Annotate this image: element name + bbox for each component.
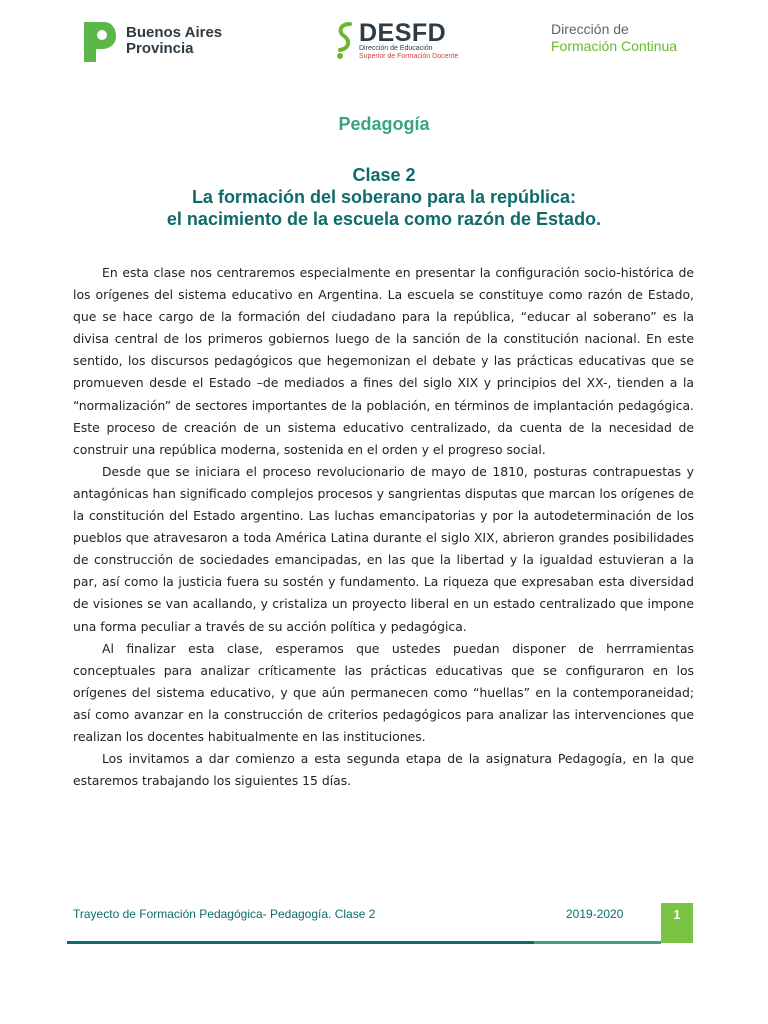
footer-course-label: Trayecto de Formación Pedagógica- Pedagogía. Clase 2 bbox=[73, 907, 376, 921]
paragraph: En esta clase nos centraremos especialmente en presentar la configuración socio-histórica de los orígenes del sistema educativo en Argentina. La escuela se constituye como razón de Estado, que se hace cargo de la formación del ciudadano para la república, “educar al soberano” es la divisa central de los primeros gobiernos luego de la sanción de la constitución nacional. En este sentido, los discursos pedagógicos que hegemonizan el debate y las prácticas educativas que se promueven desde el Estado –de mediados a fines del siglo XIX y principios del XX-, tienden a la “normalización” de sectores importantes de la población, en términos de implantación pedagógica. Este proceso de creación de un sistema educativo centralizado, da cuenta de la necesidad de construir una república moderna, sostenida en el orden y el progreso social. bbox=[73, 265, 694, 457]
desfd-subtitle-2: Superior de Formación Docente bbox=[359, 53, 459, 60]
footer-divider-dark bbox=[67, 941, 534, 944]
dfc-line1: Dirección de bbox=[551, 21, 629, 37]
paragraph: Los invitamos a dar comienzo a esta segunda etapa de la asignatura Pedagogía, en la que estaremos trabajando los siguientes 15 días. bbox=[73, 751, 694, 789]
buenos-aires-logo-mark-icon bbox=[80, 18, 118, 64]
footer-divider-light bbox=[534, 941, 661, 944]
ba-logo-line1: Buenos Aires bbox=[126, 24, 223, 41]
page-header bbox=[0, 0, 768, 80]
direccion-formacion-continua-logo bbox=[551, 21, 677, 55]
class-label: Clase 2 bbox=[352, 165, 416, 185]
class-title-line2: el nacimiento de la escuela como razón de Estado. bbox=[166, 209, 602, 229]
page-number-badge: 1 bbox=[661, 903, 693, 943]
desfd-logo bbox=[332, 20, 458, 62]
desfd-logo-mark-icon bbox=[332, 20, 356, 62]
desfd-subtitle-1: Dirección de Educación bbox=[359, 45, 433, 52]
buenos-aires-logo-text bbox=[126, 25, 222, 57]
buenos-aires-provincia-logo bbox=[80, 18, 222, 64]
paragraph: Al finalizar esta clase, esperamos que ustedes puedan disponer de herrramientas conceptuales para analizar críticamente las prácticas educativas que se configuraron en los orígenes del sistema educativo, y que aún permanecen como “huellas” en la contemporaneidad; así como avanzar en la construcción de criterios pedagógicos para analizar las intervenciones que realizan los docentes habitualmente en las instituciones. bbox=[73, 640, 694, 744]
body-text bbox=[73, 262, 694, 792]
class-title-block bbox=[0, 164, 768, 230]
footer-year: 2019-2020 bbox=[566, 907, 624, 921]
ba-logo-line2: Provincia bbox=[126, 40, 194, 57]
class-title-line1: La formación del soberano para la república: bbox=[191, 187, 577, 207]
desfd-name: DESFD bbox=[359, 19, 447, 47]
dfc-line2: Formación Continua bbox=[551, 38, 678, 54]
paragraph: Desde que se iniciara el proceso revolucionario de mayo de 1810, posturas contrapuestas y antagónicas han significado complejos procesos y sangrientas disputas que marcan los orígenes de la constitución del Estado argentino. Las luchas emancipatorias y por la autodeterminación de los pueblos que atravesaron a toda América Latina durante el siglo XIX, abrieron grandes posibilidades de construcción de sociedades emancipadas, en las que la libertad y la igualdad estuvieran a la par, así como la justicia fuera su sostén y fundamento. La riqueza que expresaban esta diversidad de visiones se van acallando, y cristaliza un proyecto liberal en un estado centralizado que impone una forma peculiar a través de su acción política y pedagógica. bbox=[73, 463, 694, 634]
subject-title: Pedagogía bbox=[338, 114, 430, 134]
